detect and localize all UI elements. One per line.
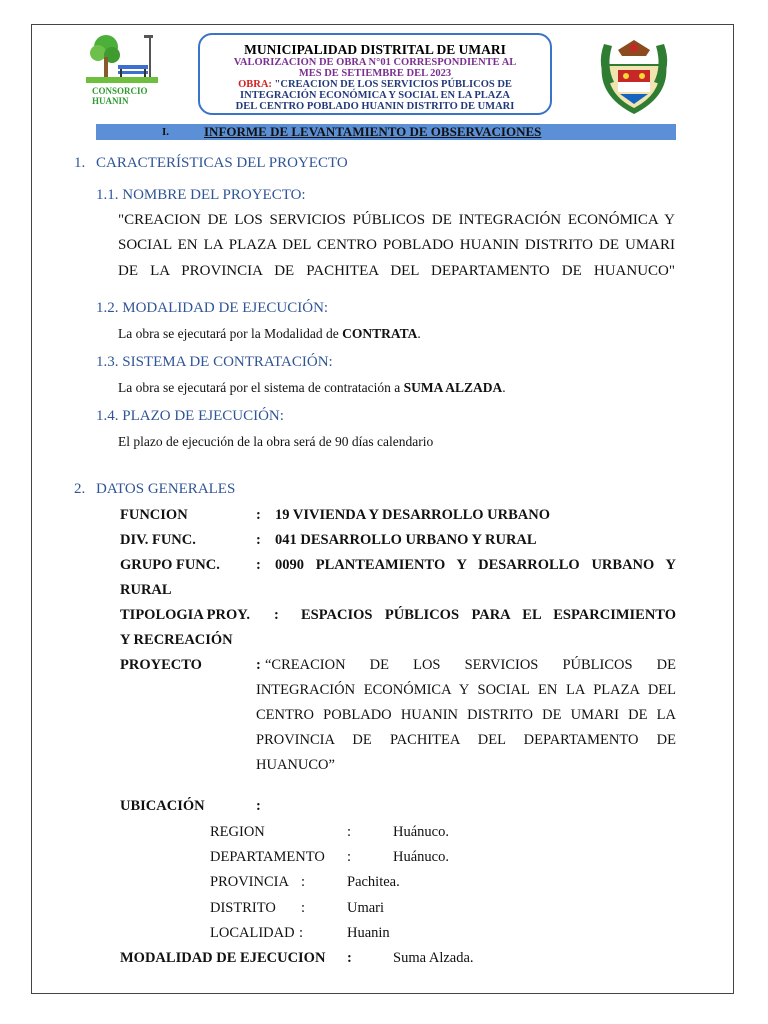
consorcio-label bbox=[92, 86, 148, 106]
ubicacion-colon: : bbox=[256, 798, 261, 814]
modalidad-period: . bbox=[417, 326, 421, 341]
funcion-colon: : bbox=[256, 507, 261, 523]
heading-1-4: 1.4. PLAZO DE EJECUCIÓN: bbox=[96, 408, 284, 424]
region-key: REGION bbox=[210, 824, 265, 840]
provincia-key: PROVINCIA bbox=[210, 874, 289, 890]
modalidad-ejecucion-colon: : bbox=[347, 950, 352, 966]
region-colon: : bbox=[347, 824, 352, 840]
modalidad-ejecucion-key: MODALIDAD DE EJECUCION bbox=[120, 950, 326, 966]
modalidad-ejecucion-value: Suma Alzada. bbox=[393, 950, 474, 966]
localidad-value: Huanin bbox=[347, 925, 390, 941]
proyecto-line-3: CENTRO POBLADO HUANIN DISTRITO DE UMARI DE LA bbox=[256, 707, 676, 723]
section-number: I. bbox=[162, 126, 170, 138]
consorcio-name: HUANIN bbox=[92, 96, 129, 106]
provincia-value: Pachitea. bbox=[347, 874, 400, 890]
funcion-value: 19 VIVIENDA Y DESARROLLO URBANO bbox=[275, 507, 551, 523]
plazo-line: El plazo de ejecución de la obra será de 90 días calendario bbox=[118, 434, 434, 449]
obra-text-1: "CREACION DE LOS SERVICIOS PÚBLICOS DE bbox=[274, 79, 512, 90]
section-title: INFORME DE LEVANTAMIENTO DE OBSERVACIONES bbox=[204, 124, 542, 139]
provincia-colon: : bbox=[301, 874, 306, 890]
heading-1-number: 1. bbox=[74, 155, 86, 171]
proyecto-colon: : bbox=[256, 657, 261, 673]
departamento-value: Huánuco. bbox=[393, 849, 449, 865]
consorcio-logo bbox=[86, 33, 158, 85]
tipologia-colon: : bbox=[274, 607, 279, 623]
heading-1-3: 1.3. SISTEMA DE CONTRATACIÓN: bbox=[96, 354, 333, 370]
consorcio-text: CONSORCIO bbox=[92, 86, 148, 96]
heading-1 bbox=[74, 155, 348, 172]
localidad-key: LOCALIDAD bbox=[210, 925, 295, 941]
proyecto-line-4: PROVINCIA DE PACHITEA DEL DEPARTAMENTO DE bbox=[256, 732, 676, 748]
ubicacion-key: UBICACIÓN bbox=[120, 798, 205, 814]
departamento-colon: : bbox=[347, 849, 352, 865]
departamento-key: DEPARTAMENTO bbox=[210, 849, 325, 865]
tipologia-value-cont: Y RECREACIÓN bbox=[120, 632, 233, 648]
div-func-key: DIV. FUNC. bbox=[120, 532, 196, 548]
obra-label: OBRA: bbox=[238, 79, 272, 90]
modalidad-text: La obra se ejecutará por la Modalidad de bbox=[118, 326, 343, 341]
proyecto-key: PROYECTO bbox=[120, 657, 202, 673]
obra-line-3: DEL CENTRO POBLADO HUANIN DISTRITO DE UMARI bbox=[235, 101, 515, 112]
heading-1-2: 1.2. MODALIDAD DE EJECUCIÓN: bbox=[96, 300, 329, 316]
distrito-colon: : bbox=[301, 900, 306, 916]
header-box bbox=[198, 33, 552, 115]
project-name-line-3: DE LA PROVINCIA DE PACHITEA DEL DEPARTAMENTO DE HUANUCO" bbox=[118, 262, 675, 279]
grupo-func-value: 0090 PLANTEAMIENTO Y DESARROLLO URBANO Y bbox=[275, 557, 676, 573]
heading-1-title: CARACTERÍSTICAS DEL PROYECTO bbox=[96, 155, 348, 171]
heading-2-title: DATOS GENERALES bbox=[96, 481, 236, 497]
proyecto-line-2: INTEGRACIÓN ECONÓMICA Y SOCIAL EN LA PLAZA DEL bbox=[256, 682, 676, 698]
distrito-value: Umari bbox=[347, 900, 385, 916]
obra-line-2: INTEGRACIÓN ECONÓMICA Y SOCIAL EN LA PLAZA bbox=[240, 90, 510, 101]
project-name-paragraph bbox=[118, 208, 675, 284]
sistema-period: . bbox=[502, 380, 506, 395]
tipologia-key: TIPOLOGIA PROY. bbox=[120, 607, 250, 623]
heading-2 bbox=[74, 481, 235, 498]
grupo-func-colon: : bbox=[256, 557, 261, 573]
modalidad-line bbox=[118, 326, 421, 342]
grupo-func-value-cont: RURAL bbox=[120, 582, 172, 598]
div-func-colon: : bbox=[256, 532, 261, 548]
localidad-colon: : bbox=[299, 925, 304, 941]
project-name-line-1: "CREACION DE LOS SERVICIOS PÚBLICOS DE INTEGRACIÓN ECONÓMICA Y bbox=[118, 212, 675, 228]
div-func-value: 041 DESARROLLO URBANO Y RURAL bbox=[275, 532, 537, 548]
sistema-line bbox=[118, 380, 506, 396]
valorizacion-line-2: MES DE SETIEMBRE DEL 2023 bbox=[298, 68, 452, 79]
sistema-text: La obra se ejecutará por el sistema de contratación a bbox=[118, 380, 404, 395]
heading-2-number: 2. bbox=[74, 481, 86, 497]
funcion-key: FUNCION bbox=[120, 507, 188, 523]
municipality-title: MUNICIPALIDAD DISTRITAL DE UMARI bbox=[244, 42, 506, 57]
project-name-line-2: SOCIAL EN LA PLAZA DEL CENTRO POBLADO HUANIN DISTRITO DE UMARI bbox=[118, 237, 675, 254]
tipologia-value: ESPACIOS PÚBLICOS PARA EL ESPARCIMIENTO bbox=[301, 607, 676, 623]
distrito-key: DISTRITO bbox=[210, 900, 276, 916]
obra-line-1 bbox=[200, 79, 550, 90]
valorizacion-line-1: VALORIZACION DE OBRA N°01 CORRESPONDIENTE AL bbox=[233, 57, 517, 68]
sistema-value: SUMA ALZADA bbox=[403, 380, 503, 395]
proyecto-line-5: HUANUCO” bbox=[256, 757, 335, 773]
proyecto-line-1: “CREACION DE LOS SERVICIOS PÚBLICOS DE bbox=[265, 657, 676, 673]
municipal-crest bbox=[594, 36, 674, 116]
section-bar bbox=[96, 124, 676, 140]
region-value: Huánuco. bbox=[393, 824, 449, 840]
heading-1-1: 1.1. NOMBRE DEL PROYECTO: bbox=[96, 187, 306, 203]
modalidad-value: CONTRATA bbox=[342, 326, 418, 341]
grupo-func-key: GRUPO FUNC. bbox=[120, 557, 220, 573]
